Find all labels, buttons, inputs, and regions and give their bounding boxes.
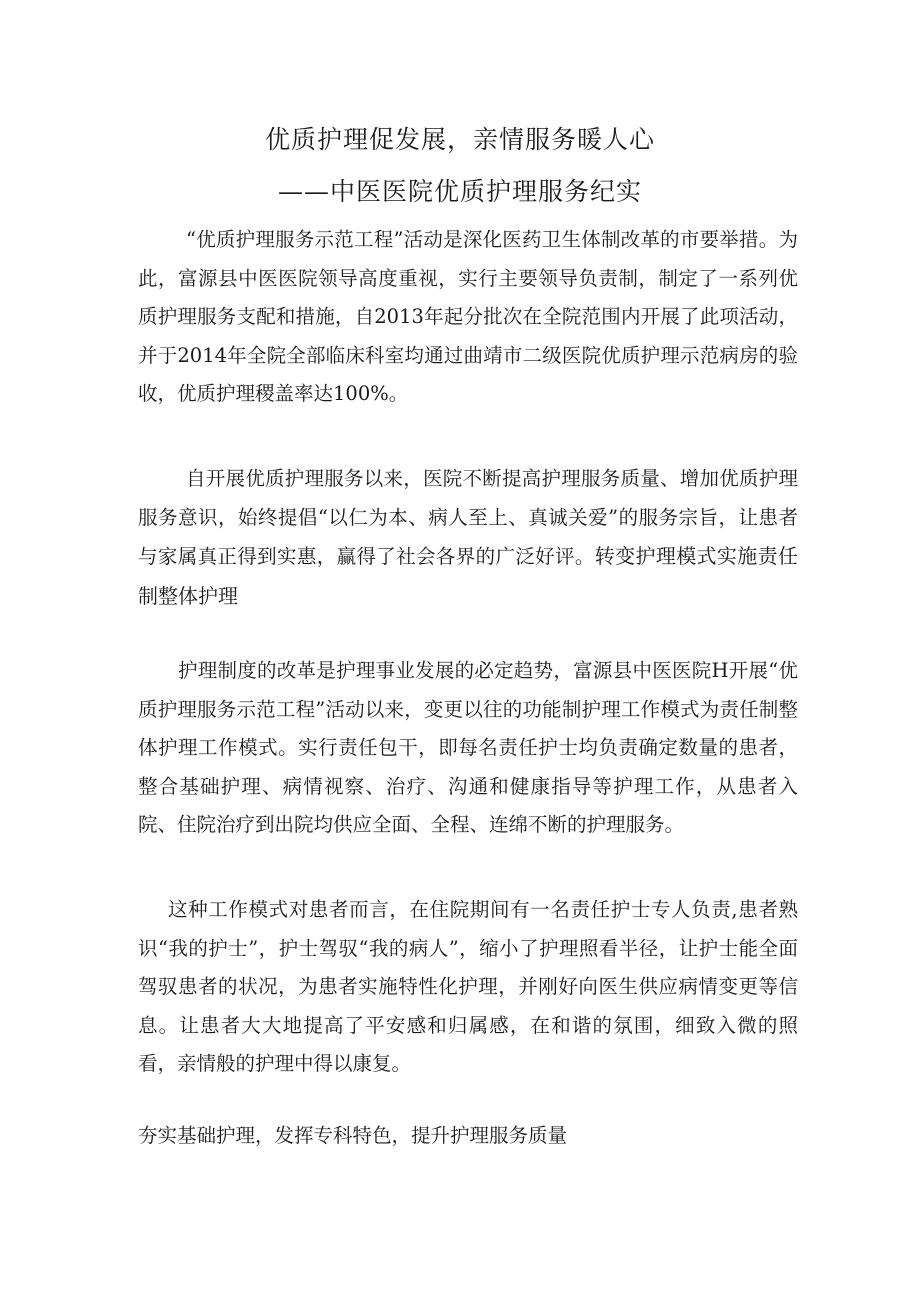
- document-title: 优质护理促发展，亲情服务暖人心: [264, 125, 655, 154]
- paragraph-service-text: 自开展优质护理服务以来，医院不断提高护理服务质量、增加优质护理服务意识，始终提倡“以仁为本、病人至上、真诚关爱”的服务宗旨，让患者与家属真正得到实惠，赢得了社会各界的广泛好评。: [138, 467, 798, 569]
- paragraph-work-mode: 这种工作模式对患者而言，在住院期间有一名责任护士专人负责,患者熟识“我的护士”，护士驾驭“我的病人”，缩小了护理照看半径，让护士能全面驾驭患者的状况，为患者实施特性化护理，并刚好向医生供应病情变更等信息。让患者大大地提高了平安感和归属感，在和谐的氛围，细致入微的照看，亲情般的护理中得以康复。: [138, 898, 798, 1076]
- paragraph-reform: 护理制度的改革是护理事业发展的必定趋势，富源县中医医院H开展“优质护理服务示范工程”活动以来，变更以往的功能制护理工作模式为责任制整体护理工作模式。实行责任包干，即每名责任护士均负责确定数量的患者，整合基础护理、病情视察、治疗、沟通和健康指导等护理工作，从患者入院、住院治疗到出院均供应全面、全程、连绵不断的护理服务。: [138, 659, 798, 837]
- section-heading-nursing-model: 转变护理模式实施责任制整体护理: [138, 544, 798, 608]
- paragraph-intro: “优质护理服务示范工程”活动是深化医药卫生体制改革的市要举措。为此，富源县中医医院领导高度重视，实行主要领导负责制，制定了一系列优质护理服务支配和措施，自2013年起分批次在全院范围内开展了此项活动，并于2014年全院全部临床科室均通过曲靖市二级医院优质护理示范病房的验收，优质护理稷盖率达100%。: [138, 228, 798, 406]
- document-subtitle: ——中医医院优质护理服务纪实: [277, 177, 642, 206]
- section-heading-basic-nursing: 夯实基础护理，发挥专科特色，提升护理服务质量: [138, 1124, 568, 1147]
- paragraph-service: [138, 460, 798, 616]
